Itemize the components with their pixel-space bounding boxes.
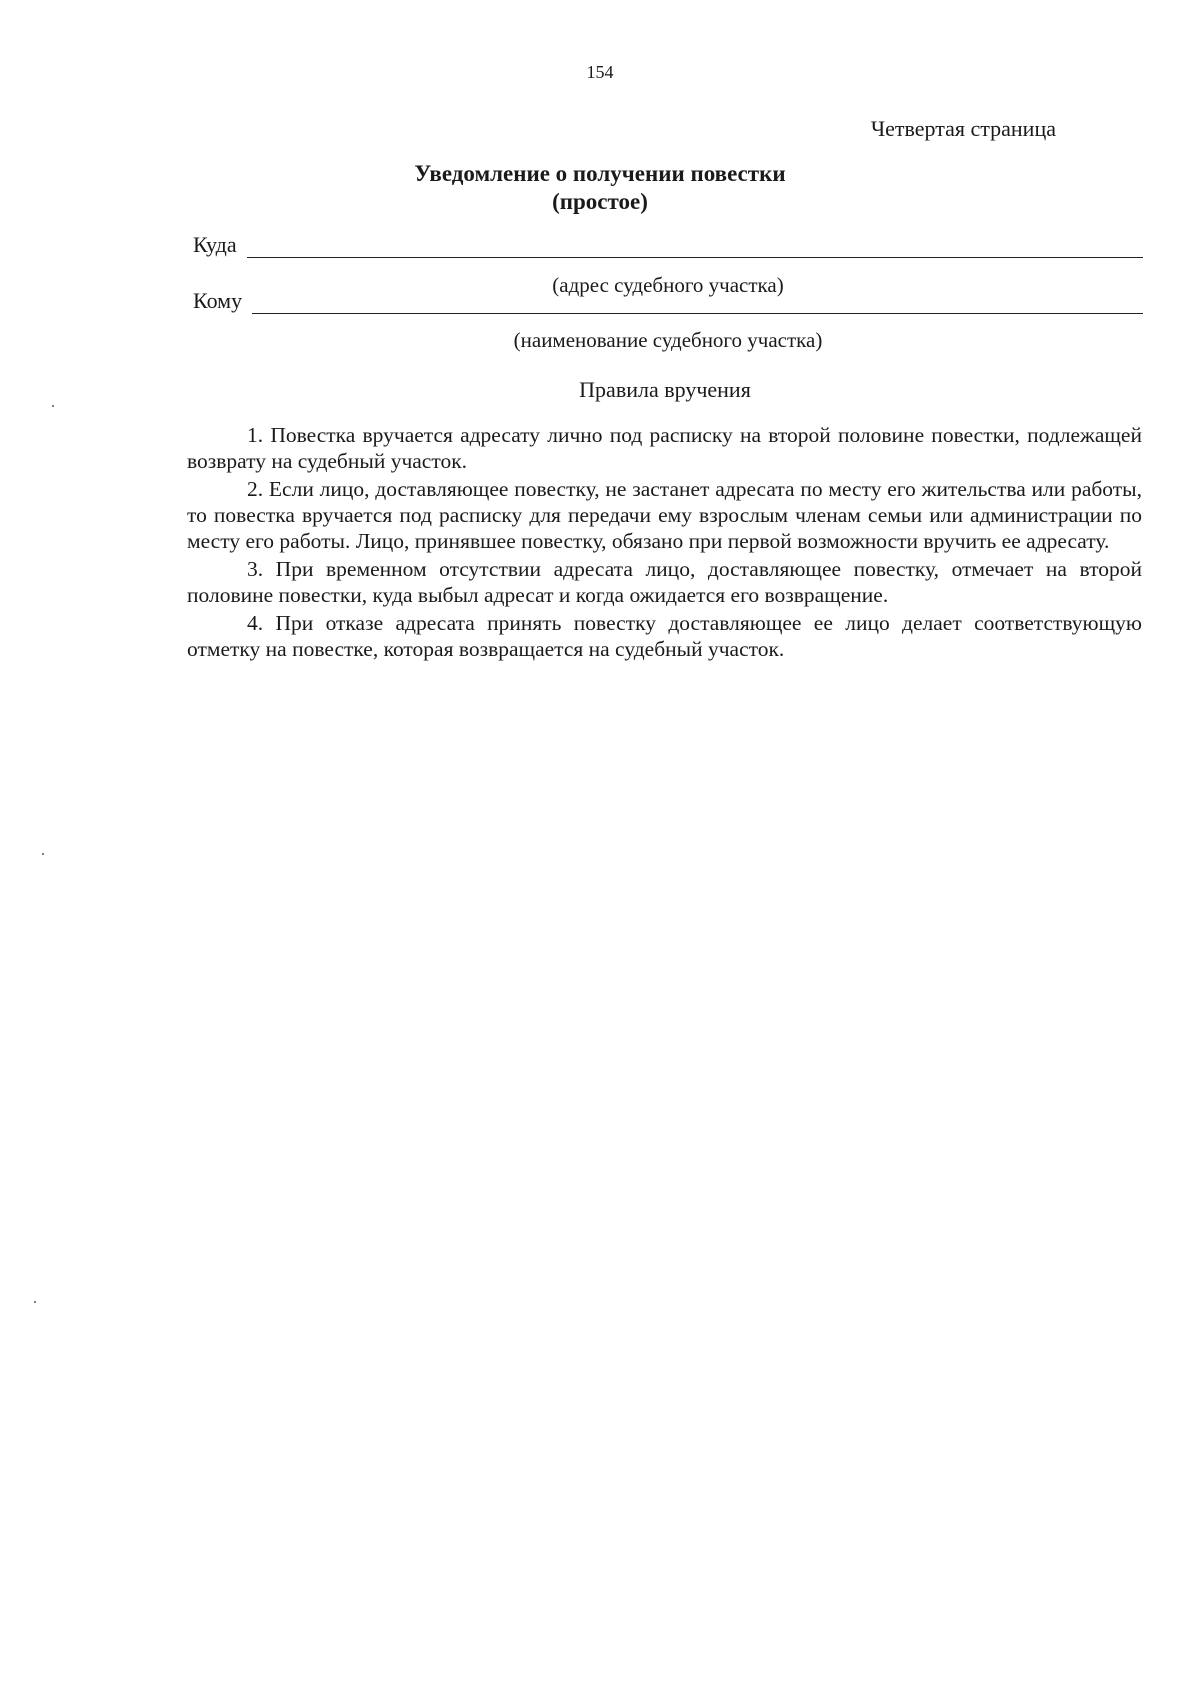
scan-speck [52,405,54,407]
scan-speck [34,1301,36,1303]
rule-item: 1. Повестка вручается адресату лично под расписку на второй половине повестки, подлежащей возврату на судебный участок. [187,423,1142,473]
rule-item: 3. При временном отсутствии адресата лицо, доставляющее повестку, отмечает на второй половине повестки, куда выбыл адресат и когда ожидается его возвращение. [187,557,1142,607]
to-where-label: Куда [193,232,237,257]
to-whom-label: Кому [193,288,243,313]
page-number: 154 [586,62,614,82]
title-line-2: (простое) [552,189,648,214]
rules-list [187,422,1142,664]
rules-heading: Правила вручения [579,377,751,402]
title-line-1: Уведомление о получении повестки [414,161,786,186]
rule-item: 4. При отказе адресата принять повестку доставляющее ее лицо делает соответствующую отметку на повестке, которая возвращается на судебный участок. [187,611,1142,661]
to-whom-field [193,288,1143,314]
to-where-caption: (адрес судебного участка) [552,273,784,297]
scan-speck [42,853,44,855]
to-where-field [193,232,1143,258]
rule-item: 2. Если лицо, доставляющее повестку, не застанет адресата по месту его жительства или работы, то повестка вручается под расписку для передачи ему взрослым членам семьи или администрации по месту его работы. Лицо, принявшее повестку, обязано при первой возможности вручить ее адресату. [187,477,1142,553]
document-title [0,160,1200,216]
page-label: Четвертая страница [870,116,1056,141]
to-whom-blank-line [252,293,1143,314]
to-whom-caption: (наименование судебного участка) [513,328,823,352]
to-where-blank-line [247,237,1143,258]
